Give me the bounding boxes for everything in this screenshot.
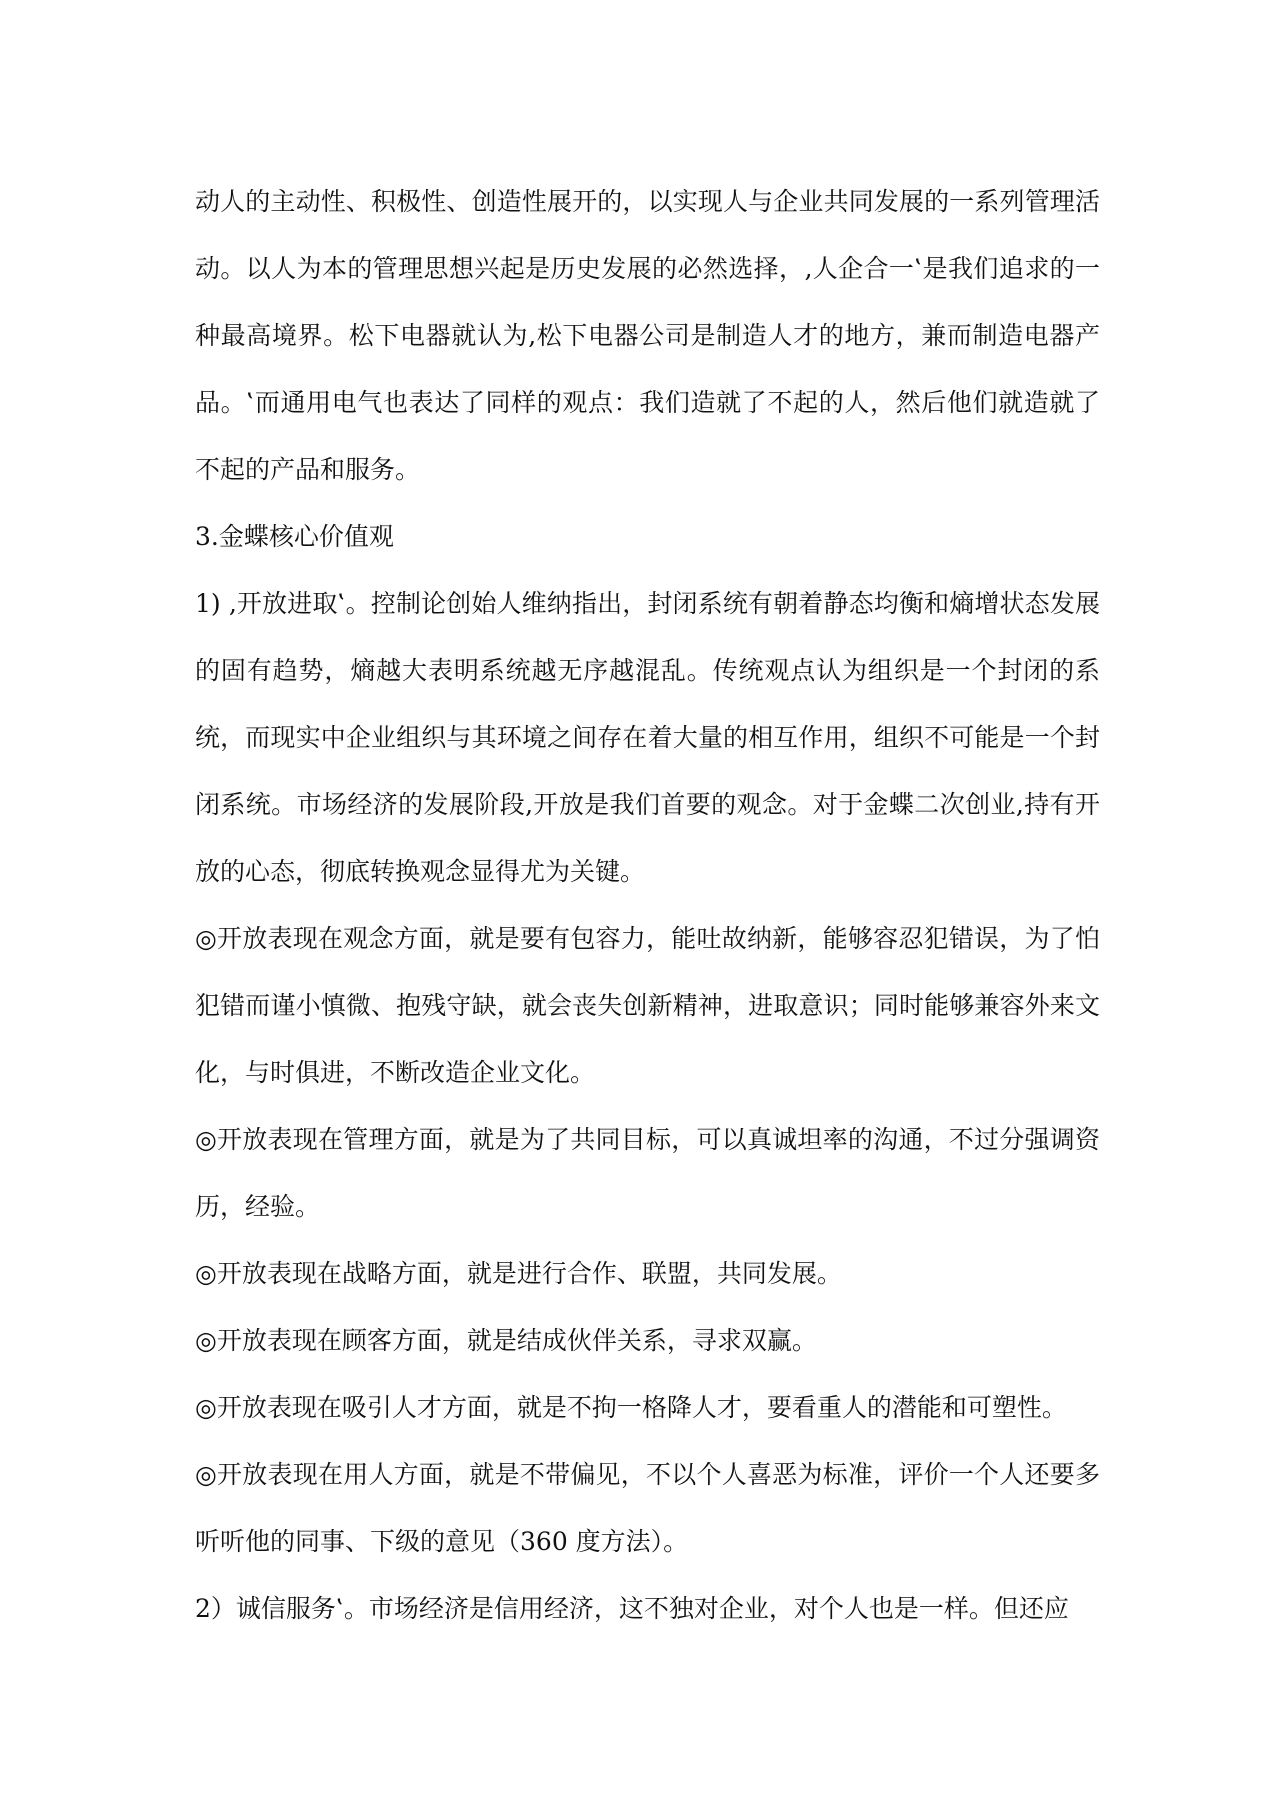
paragraph-integrity-service: 2）诚信服务‛。市场经济是信用经济，这不独对企业，对个人也是一样。但还应 (195, 1594, 1069, 1623)
bullet-open-management: ◎开放表现在管理方面，就是为了共同目标，可以真诚坦率的沟通，不过分强调资历，经验。 (195, 1125, 1100, 1221)
paragraph-open-enterprising: 1) ‚开放进取‛。控制论创始人维纳指出，封闭系统有朝着静态均衡和熵增状态发展的固有趋势，熵越大表明系统越无序越混乱。传统观点认为组织是一个封闭的系统，而现实中企业组织与其环境之间存在着大量的相互作用，组织不可能是一个封闭系统。市场经济的发展阶段,开放是我们首要的观念。对于金蝶二次创业,持有开放的心态，彻底转换观念显得尤为关键。 (195, 589, 1100, 886)
bullet-open-strategy: ◎开放表现在战略方面，就是进行合作、联盟，共同发展。 (195, 1259, 842, 1288)
section-heading-core-values: 3.金蝶核心价值观 (195, 522, 394, 551)
document-body (195, 168, 1100, 1642)
bullet-open-customers: ◎开放表现在顾客方面，就是结成伙伴关系，寻求双赢。 (195, 1326, 817, 1355)
bullet-open-concepts: ◎开放表现在观念方面，就是要有包容力，能吐故纳新，能够容忍犯错误，为了怕犯错而谨小慎微、抱残守缺，就会丧失创新精神，进取意识；同时能够兼容外来文化，与时俱进，不断改造企业文化。 (195, 924, 1100, 1087)
paragraph-management-intro: 动人的主动性、积极性、创造性展开的，以实现人与企业共同发展的一系列管理活动。以人为本的管理思想兴起是历史发展的必然选择，‚人企合一‛是我们追求的一种最高境界。松下电器就认为,松下电器公司是制造人才的地方，兼而制造电器产品。‛而通用电气也表达了同样的观点：我们造就了不起的人，然后他们就造就了不起的产品和服务。 (195, 187, 1100, 484)
bullet-open-talent: ◎开放表现在吸引人才方面，就是不拘一格降人才，要看重人的潜能和可塑性。 (195, 1393, 1067, 1422)
bullet-open-staffing: ◎开放表现在用人方面，就是不带偏见，不以个人喜恶为标准，评价一个人还要多听听他的同事、下级的意见（360 度方法）。 (195, 1460, 1100, 1556)
